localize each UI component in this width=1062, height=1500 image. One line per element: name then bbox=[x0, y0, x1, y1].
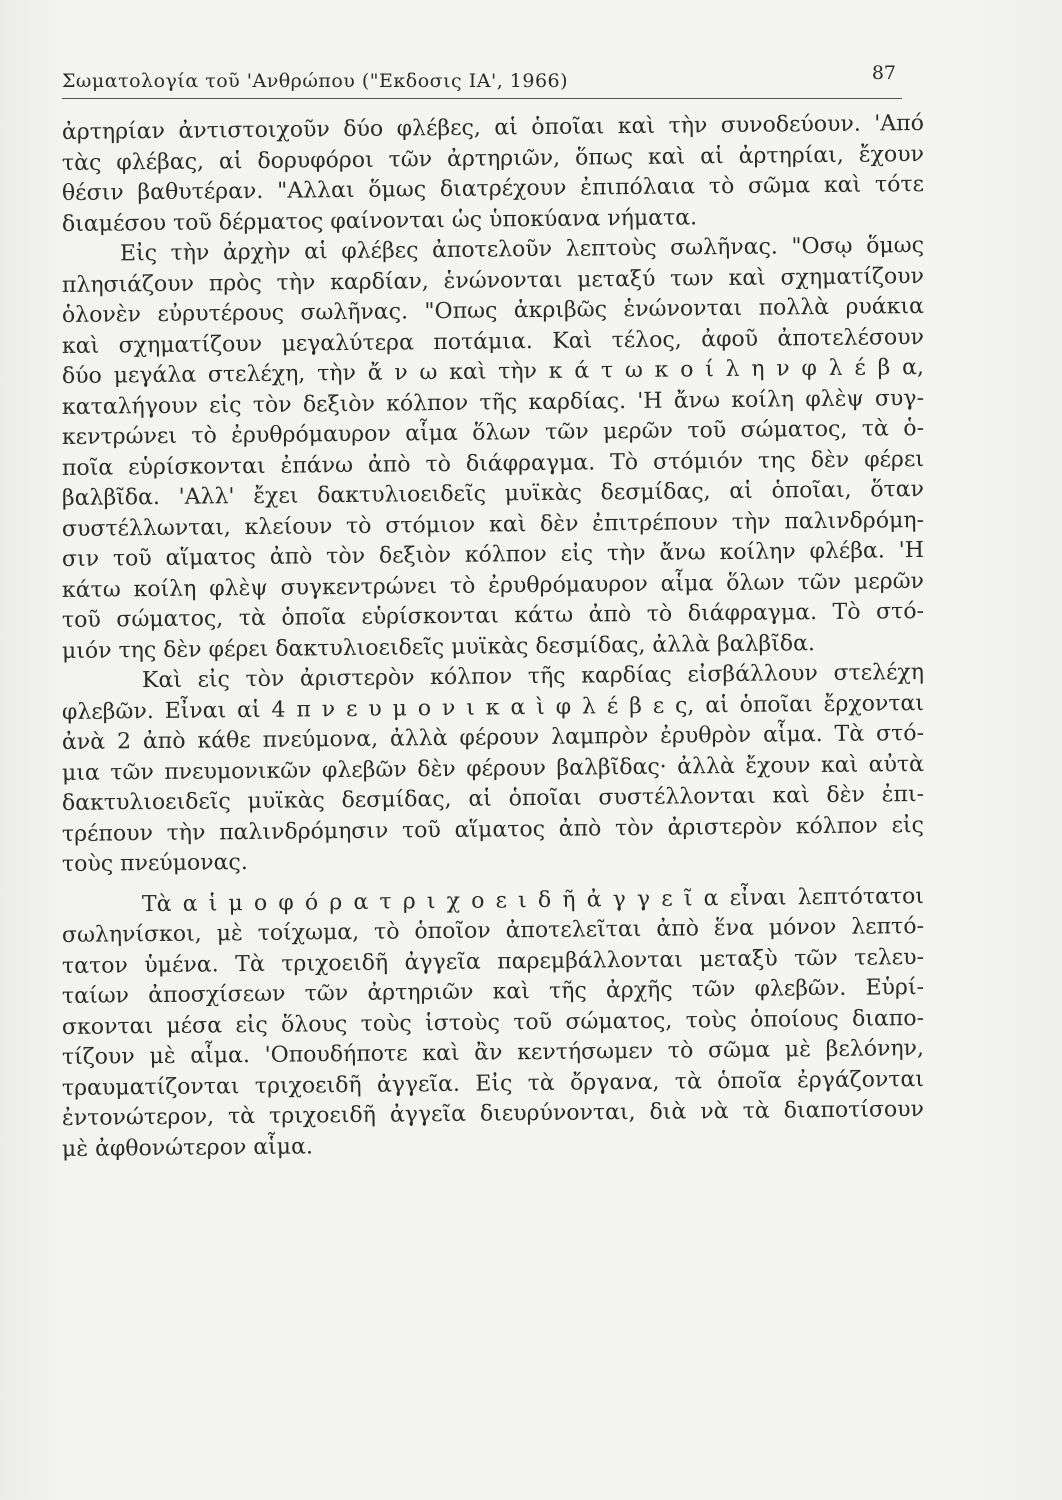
text-line: θέσιν βαθυτέραν. "Αλλαι ὅμως διατρέχουν ἐπιπόλαια τὸ σῶμα καὶ τότε bbox=[61, 171, 925, 206]
text-line: ἐντονώτερον, τὰ τριχοειδῆ ἀγγεῖα διευρύνονται, διὰ νὰ τὰ διαποτίσουν bbox=[61, 1096, 925, 1131]
text-line: καὶ σχηματίζουν μεγαλύτερα ποτάμια. Καὶ τέλος, ἀφοῦ ἀποτελέσουν bbox=[61, 324, 925, 359]
body-text bbox=[61, 110, 925, 1165]
text-line: τρέπουν τὴν παλινδρόμησιν τοῦ αἵματος ἀπὸ τὸν ἀριστερὸν κόλπον εἰς bbox=[61, 812, 925, 847]
text-line: Τὰ α ἱ μ ο φ ό ρ α τ ρ ι χ ο ε ι δ ῆ ἀ γ γ ε ῖ α εἶναι λεπτότατοι bbox=[141, 883, 925, 917]
page-number: 87 bbox=[871, 62, 896, 84]
text-line: μιόν της δὲν φέρει δακτυλιοειδεῖς μυϊκὰς δεσμίδας, ἀλλὰ βαλβῖδα. bbox=[61, 630, 816, 664]
text-line: σωληνίσκοι, μὲ τοίχωμα, τὸ ὁποῖον ἀποτελεῖται ἀπὸ ἕνα μόνον λεπτό- bbox=[61, 913, 925, 948]
text-line: τοὺς πνεύμονας. bbox=[61, 850, 248, 877]
text-line: πλησιάζουν πρὸς τὴν καρδίαν, ἑνώνονται μεταξύ των καὶ σχηματίζουν bbox=[61, 263, 925, 298]
text-line: τοῦ σώματος, τὰ ὁποῖα εὑρίσκονται κάτω ἀπὸ τὸ διάφραγμα. Τὸ στό- bbox=[61, 598, 925, 633]
text-line: συστέλλωνται, κλείουν τὸ στόμιον καὶ δὲν ἐπιτρέπουν τὴν παλινδρόμη- bbox=[61, 507, 925, 542]
text-line: καταλήγουν εἰς τὸν δεξιὸν κόλπον τῆς καρδίας. 'Η ἄνω κοίλη φλὲψ συγ- bbox=[61, 385, 925, 420]
text-line: κεντρώνει τὸ ἐρυθρόμαυρον αἷμα ὅλων τῶν μερῶν τοῦ σώματος, τὰ ὁ- bbox=[61, 415, 925, 450]
text-line: διαμέσου τοῦ δέρματος φαίνονται ὡς ὑποκύανα νήματα. bbox=[61, 204, 698, 237]
text-line: ἀρτηρίαν ἀντιστοιχοῦν δύο φλέβες, αἱ ὁποῖαι καὶ τὴν συνοδεύουν. 'Από bbox=[61, 110, 925, 145]
text-line: μὲ ἀφθονώτερον αἷμα. bbox=[61, 1133, 314, 1162]
text-line: τραυματίζονται τριχοειδῆ ἀγγεῖα. Εἰς τὰ ὄργανα, τὰ ὁποῖα ἐργάζονται bbox=[61, 1066, 925, 1101]
text-line: δακτυλιοειδεῖς μυϊκὰς δεσμίδας, αἱ ὁποῖαι συστέλλονται καὶ δὲν ἐπι- bbox=[61, 781, 925, 816]
text-line: Εἰς τὴν ἀρχὴν αἱ φλέβες ἀποτελοῦν λεπτοὺς σωλῆνας. "Οσῳ ὅμως bbox=[119, 232, 925, 267]
text-line: κάτω κοίλη φλὲψ συγκεντρώνει τὸ ἐρυθρόμαυρον αἷμα ὅλων τῶν μερῶν bbox=[61, 568, 925, 603]
text-line: ποῖα εὑρίσκονται ἐπάνω ἀπὸ τὸ διάφραγμα. Τὸ στόμιόν της δὲν φέρει bbox=[61, 446, 925, 481]
text-line: ταίων ἀποσχίσεων τῶν ἀρτηριῶν καὶ τῆς ἀρχῆς τῶν φλεβῶν. Εὑρί- bbox=[61, 974, 925, 1009]
text-line: τίζουν μὲ αἷμα. 'Οπουδήποτε καὶ ἂν κεντήσωμεν τὸ σῶμα μὲ βελόνην, bbox=[61, 1035, 925, 1070]
running-header-title: Σωματολογία τοῦ 'Ανθρώπου ("Εκδοσις ΙΑ', 1966) bbox=[62, 70, 569, 92]
text-line: Καὶ εἰς τὸν ἀριστερὸν κόλπον τῆς καρδίας εἰσβάλλουν στελέχη bbox=[141, 659, 925, 694]
text-line: δύο μεγάλα στελέχη, τὴν ἄ ν ω καὶ τὴν κ ά τ ω κ ο ί λ η ν φ λ έ β α, bbox=[61, 354, 925, 389]
text-line: βαλβῖδα. 'Αλλ' ἔχει δακτυλιοειδεῖς μυϊκὰς δεσμίδας, αἱ ὁποῖαι, ὅταν bbox=[61, 476, 925, 511]
running-header bbox=[62, 62, 902, 99]
text-line: σκονται μέσα εἰς ὅλους τοὺς ἱστοὺς τοῦ σώματος, τοὺς ὁποίους διαπο- bbox=[61, 1005, 925, 1040]
text-line: σιν τοῦ αἵματος ἀπὸ τὸν δεξιὸν κόλπον εἰς τὴν ἄνω κοίλην φλέβα. 'Η bbox=[61, 537, 925, 572]
text-line: ἀνὰ 2 ἀπὸ κάθε πνεύμονα, ἀλλὰ φέρουν λαμπρὸν ἐρυθρὸν αἷμα. Τὰ στό- bbox=[61, 720, 925, 755]
text-line: μια τῶν πνευμονικῶν φλεβῶν δὲν φέρουν βαλβῖδας· ἀλλὰ ἔχουν καὶ αὐτὰ bbox=[61, 751, 925, 786]
text-line: φλεβῶν. Εἶναι αἱ 4 π ν ε υ μ ο ν ι κ α ὶ φ λ έ β ε ς, αἱ ὁποῖαι ἔρχονται bbox=[61, 690, 925, 725]
text-line: τατον ὑμένα. Τὰ τριχοειδῆ ἀγγεῖα παρεμβάλλονται μεταξὺ τῶν τελευ- bbox=[61, 944, 925, 979]
text-line: ὁλονὲν εὐρυτέρους σωλῆνας. "Οπως ἀκριβῶς ἑνώνονται πολλὰ ρυάκια bbox=[61, 293, 925, 328]
text-line: τὰς φλέβας, αἱ δορυφόροι τῶν ἀρτηριῶν, ὅπως καὶ αἱ ἀρτηρίαι, ἔχουν bbox=[61, 141, 925, 176]
